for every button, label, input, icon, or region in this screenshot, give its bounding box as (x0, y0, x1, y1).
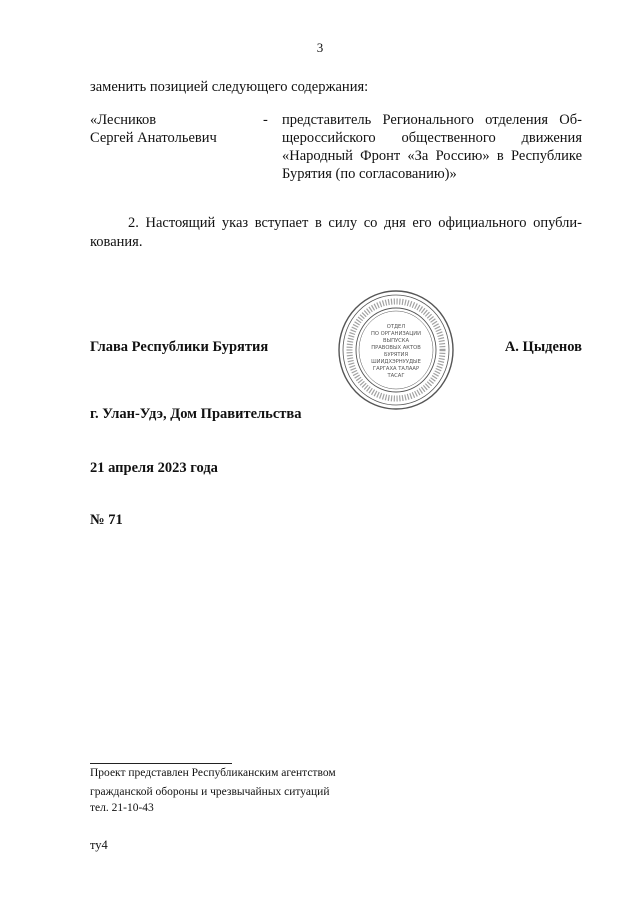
seal-text-line: ПРАВОВЫХ АКТОВ (371, 345, 421, 351)
signatory-title: Глава Республики Бурятия (90, 339, 269, 355)
member-dash: - (263, 112, 268, 128)
footnote-line: Проект представлен Республиканским агентством (90, 767, 336, 779)
footnote-divider (90, 763, 232, 764)
seal-text-line: БУРЯТИЯ (383, 352, 409, 358)
seal-text-line: ПО ОРГАНИЗАЦИИ (370, 331, 422, 337)
page-number: 3 (316, 40, 324, 55)
seal-text-line: ГАРГАХА ТАЛААР (372, 366, 420, 372)
seal-text-line: ВЫПУСКА (382, 338, 410, 344)
member-description-line: представитель Регионального отделения Об- (282, 112, 582, 128)
footnote-line: тел. 21-10-43 (90, 802, 154, 814)
member-description (282, 111, 582, 183)
member-description-line: «Народный Фронт «За Россию» в Республике (282, 148, 582, 164)
member-name-line: Сергей Анатольевич (90, 130, 217, 146)
seal-text-line: ОТДЕЛ (386, 324, 406, 330)
member-description-line: щероссийского общественного движения (282, 130, 582, 146)
member-name-line: «Лесников (90, 112, 157, 128)
member-description-line: Бурятия (по согласованию)» (282, 166, 457, 182)
paragraph-2 (90, 214, 582, 252)
member-name (90, 111, 217, 147)
footnote-line: гражданской обороны и чрезвычайных ситуаций (90, 786, 330, 798)
decree-number: № 71 (90, 512, 123, 528)
official-seal-icon (336, 288, 456, 412)
intro-text: заменить позицией следующего содержания: (90, 79, 369, 95)
signatory-name: А. Цыденов (504, 339, 582, 355)
paragraph-2-line: 2. Настоящий указ вступает в силу со дня его официального опубли- (128, 215, 582, 231)
place: г. Улан-Удэ, Дом Правительства (90, 406, 302, 422)
paragraph-2-line: кования. (90, 234, 143, 250)
seal-text-line: ТАСАГ (387, 373, 405, 379)
seal-text-line: ШИИДХЭРНУУДЫЕ (371, 359, 421, 365)
decree-date: 21 апреля 2023 года (90, 460, 218, 476)
document-code: ту4 (90, 838, 108, 852)
